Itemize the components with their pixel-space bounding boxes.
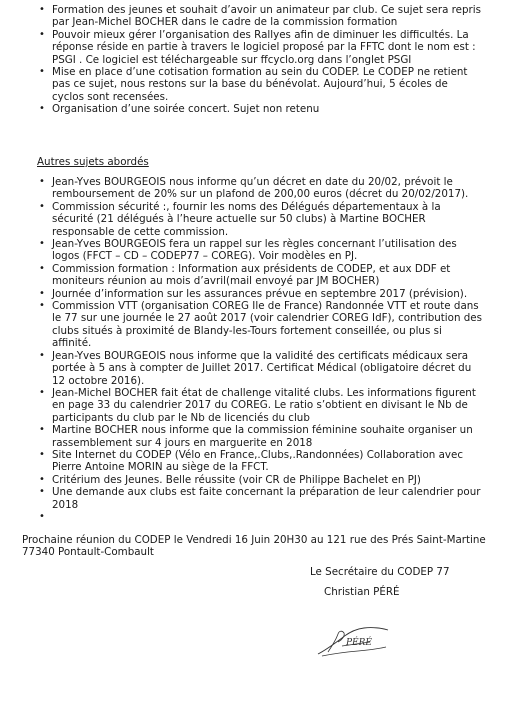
list-item-text: Critérium des Jeunes. Belle réussite (voir CR de Philippe Bachelet en PJ): [52, 473, 421, 486]
list-item: [0, 238, 505, 263]
list-item-text: Pouvoir mieux gérer l’organisation des Rallyes afin de diminuer les difficultés. La réponse réside en partie à travers le logiciel proposé par la FFTC dont le nom est : PSGI . Ce logiciel est téléchargeable sur ffcyclo.org dans l’onglet PSGI: [52, 28, 476, 66]
list-item-text: Jean-Yves BOURGEOIS fera un rappel sur les règles concernant l’utilisation des logos (FFCT – CD – CODEP77 – COREG). Voir modèles en PJ.: [52, 238, 457, 263]
list-item-text: Formation des jeunes et souhait d’avoir un animateur par club. Ce sujet sera repris par Jean-Michel BOCHER dans le cadre de la commission formation: [52, 4, 481, 29]
list-item: [0, 29, 505, 66]
section-heading: Autres sujets abordés: [37, 156, 149, 168]
bullet-icon: •: [39, 4, 45, 15]
list-item: [0, 387, 505, 424]
next-meeting-paragraph: Prochaine réunion du CODEP le Vendredi 16 Juin 20H30 au 121 rue des Prés Saint-Martine 77340 Pontault-Combault: [22, 534, 486, 559]
list-item-text: Mise en place d’une cotisation formation au sein du CODEP. Le CODEP ne retient pas ce sujet, nous restons sur la base du bénévolat. Aujourd’hui, 5 écoles de cyclos sont recensées.: [52, 66, 468, 103]
list-item: [0, 263, 505, 288]
list-item: [0, 474, 505, 486]
bullet-icon: •: [39, 287, 45, 299]
list-item: [0, 176, 505, 201]
list-item: [0, 300, 505, 350]
bullet-icon: •: [39, 349, 45, 361]
bullet-icon: •: [39, 200, 45, 212]
bullet-icon: •: [39, 386, 45, 398]
bullet-icon: •: [39, 262, 45, 274]
list-item-text: Site Internet du CODEP (Vélo en France,.Clubs,.Randonnées) Collaboration avec Pierre Antoine MORIN au siège de la FFCT.: [52, 448, 463, 474]
list-item-text: Jean-Yves BOURGEOIS nous informe que la validité des certificats médicaux sera portée à 5 ans à compter de Juillet 2017. Certificat Médical (obligatoire décret du 12 octobre 2016).: [52, 349, 472, 387]
list-item: [0, 511, 505, 523]
list-item: [0, 350, 505, 387]
list-item-text: Commission formation : Information aux présidents de CODEP, et aux DDF et moniteurs réunion au mois d’avril(mail envoyé par JM BOCHER): [52, 262, 451, 288]
signature-lettering: PÉRÉ: [346, 638, 372, 648]
list-item-text: Jean-Yves BOURGEOIS nous informe qu’un décret en date du 20/02, prévoit le remboursement de 20% sur un plafond de 200,00 euros (décret du 20/02/2017).: [52, 176, 469, 201]
list-item-text: Commission sécurité :, fournir les noms des Délégués départementaux à la sécurité (21 délégués à l’heure actuelle sur 50 clubs) à Martine BOCHER responsable de cette commission.: [52, 200, 441, 238]
list-item-text: Commission VTT (organisation COREG Ile de France) Randonnée VTT et route dans le 77 sur une journée le 27 août 2017 (voir calendrier COREG IdF), contribution des clubs situés à proximité de Blandy-les-Tours fortement conseillée, ou plus si affinité.: [52, 300, 483, 350]
list-item: [0, 4, 505, 29]
list-item: [0, 66, 505, 103]
topics-list: [0, 4, 505, 116]
list-item: [0, 486, 505, 511]
list-item-text: Une demande aux clubs est faite concernant la préparation de leur calendrier pour 2018: [52, 486, 481, 511]
list-item-text: Organisation d’une soirée concert. Sujet non retenu: [52, 103, 320, 116]
list-item: [0, 424, 505, 449]
handwritten-signature: [312, 624, 392, 660]
bullet-icon: •: [39, 66, 45, 78]
bullet-icon: •: [39, 424, 45, 436]
bullet-icon: •: [39, 103, 45, 115]
bullet-icon: •: [39, 486, 45, 498]
other-topics-list: [0, 176, 505, 523]
list-item: [0, 103, 505, 115]
bullet-icon: •: [39, 473, 45, 485]
list-item-text: Martine BOCHER nous informe que la commission féminine souhaite organiser un rassemblement sur 4 jours en marguerite en 2018: [52, 424, 473, 449]
signatory-title: Le Secrétaire du CODEP 77: [310, 566, 450, 578]
list-item: [0, 449, 505, 474]
list-item: [0, 288, 505, 300]
bullet-icon: •: [39, 448, 45, 460]
list-item-text: Journée d’information sur les assurances prévue en septembre 2017 (prévision).: [52, 287, 468, 300]
bullet-icon: •: [39, 176, 45, 187]
bullet-icon: •: [39, 238, 45, 250]
list-item: [0, 201, 505, 238]
bullet-icon: •: [39, 28, 45, 40]
bullet-icon: •: [39, 300, 45, 312]
list-item-text: Jean-Michel BOCHER fait état de challenge vitalité clubs. Les informations figurent en page 33 du calendrier 2017 du COREG. Le ratio s’obtient en divisant le Nb de participants du club par le Nb de licenciés du club: [52, 386, 476, 424]
bullet-icon: •: [39, 510, 45, 522]
signatory-name: Christian PÉRÉ: [324, 586, 400, 598]
